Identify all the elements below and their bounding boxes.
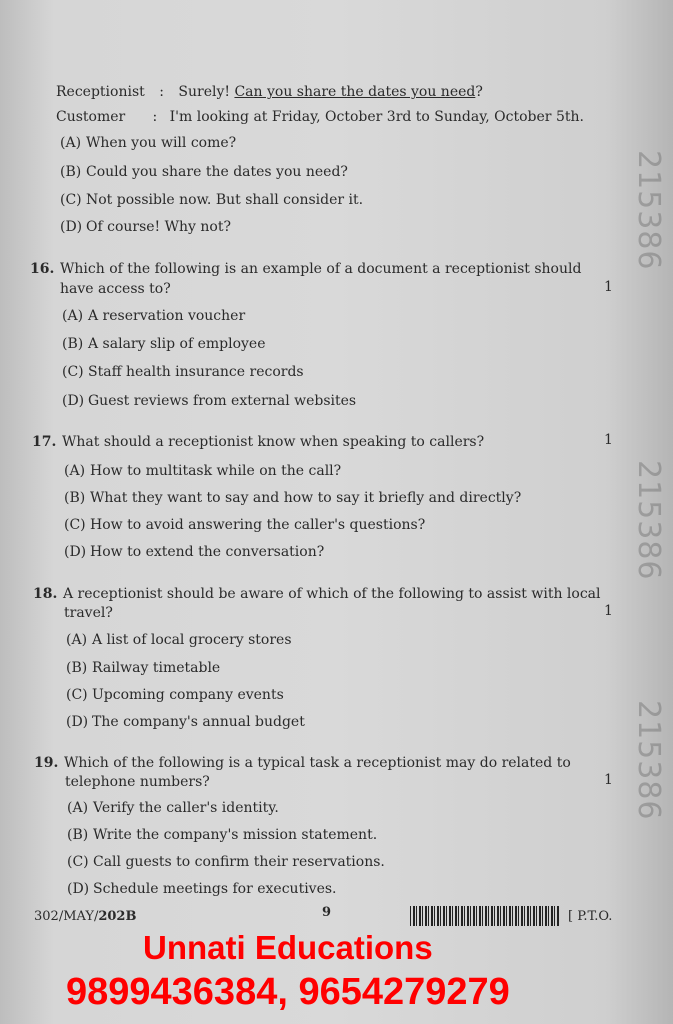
question-text-cont: travel?: [64, 605, 113, 621]
question-16: 16. Which of the following is an example of a document a receptionist should: [30, 261, 582, 277]
marks: 1: [604, 432, 613, 448]
page-number: 9: [322, 905, 332, 920]
option: (C) Staff health insurance records: [62, 364, 304, 380]
marks: 1: [604, 603, 613, 619]
speaker-label: Receptionist: [56, 84, 145, 100]
dialogue-blank: Can you share the dates you need: [234, 84, 476, 100]
serial-watermark: 215386: [631, 460, 666, 581]
question-text-cont: telephone numbers?: [65, 774, 210, 790]
speaker-label: Customer: [56, 109, 126, 125]
option: (B) What they want to say and how to say it briefly and directly?: [64, 490, 522, 506]
dialogue-text: I'm looking at Friday, October 3rd to Sunday, October 5th.: [169, 109, 584, 125]
marks: 1: [604, 279, 613, 295]
barcode: [410, 906, 560, 926]
option: (A) When you will come?: [60, 135, 237, 151]
marks: 1: [604, 772, 613, 788]
serial-watermark: 215386: [631, 700, 666, 821]
serial-watermark: 215386: [631, 150, 666, 271]
option: (C) Upcoming company events: [66, 687, 284, 703]
option: (B) Write the company's mission statement.: [67, 827, 378, 843]
option: (B) Railway timetable: [66, 660, 221, 676]
option: (A) A reservation voucher: [62, 308, 246, 324]
option: (C) Not possible now. But shall consider it.: [60, 192, 364, 208]
pto-label: [ P.T.O.: [568, 909, 613, 924]
option: (B) Could you share the dates you need?: [60, 164, 348, 180]
separator: :: [159, 84, 164, 100]
dialogue-text: ?: [475, 84, 483, 100]
option: (A) A list of local grocery stores: [66, 632, 292, 648]
option: (B) A salary slip of employee: [62, 336, 266, 352]
question-17: 17. What should a receptionist know when speaking to callers?: [32, 434, 485, 450]
option: (D) Schedule meetings for executives.: [67, 881, 337, 897]
dialogue-customer: [56, 109, 584, 125]
brand-phones: 9899436384, 9654279279: [66, 971, 510, 1013]
option: (C) How to avoid answering the caller's questions?: [64, 517, 426, 533]
option: (D) Of course! Why not?: [60, 219, 231, 235]
question-text-cont: have access to?: [60, 281, 171, 297]
question-18: 18. A receptionist should be aware of which of the following to assist with local: [33, 586, 601, 602]
question-19: 19. Which of the following is a typical task a receptionist may do related to: [34, 755, 571, 771]
option: (D) How to extend the conversation?: [64, 544, 325, 560]
paper-code: 302/MAY/202B: [34, 909, 137, 924]
option: (D) Guest reviews from external websites: [62, 393, 357, 409]
option: (D) The company's annual budget: [66, 714, 305, 730]
option: (C) Call guests to confirm their reservations.: [67, 854, 385, 870]
option: (A) How to multitask while on the call?: [64, 463, 342, 479]
dialogue-receptionist: [56, 84, 483, 100]
option: (A) Verify the caller's identity.: [67, 800, 279, 816]
separator: :: [152, 109, 158, 125]
dialogue-text: Surely!: [178, 84, 235, 100]
brand-name: Unnati Educations: [143, 929, 433, 966]
